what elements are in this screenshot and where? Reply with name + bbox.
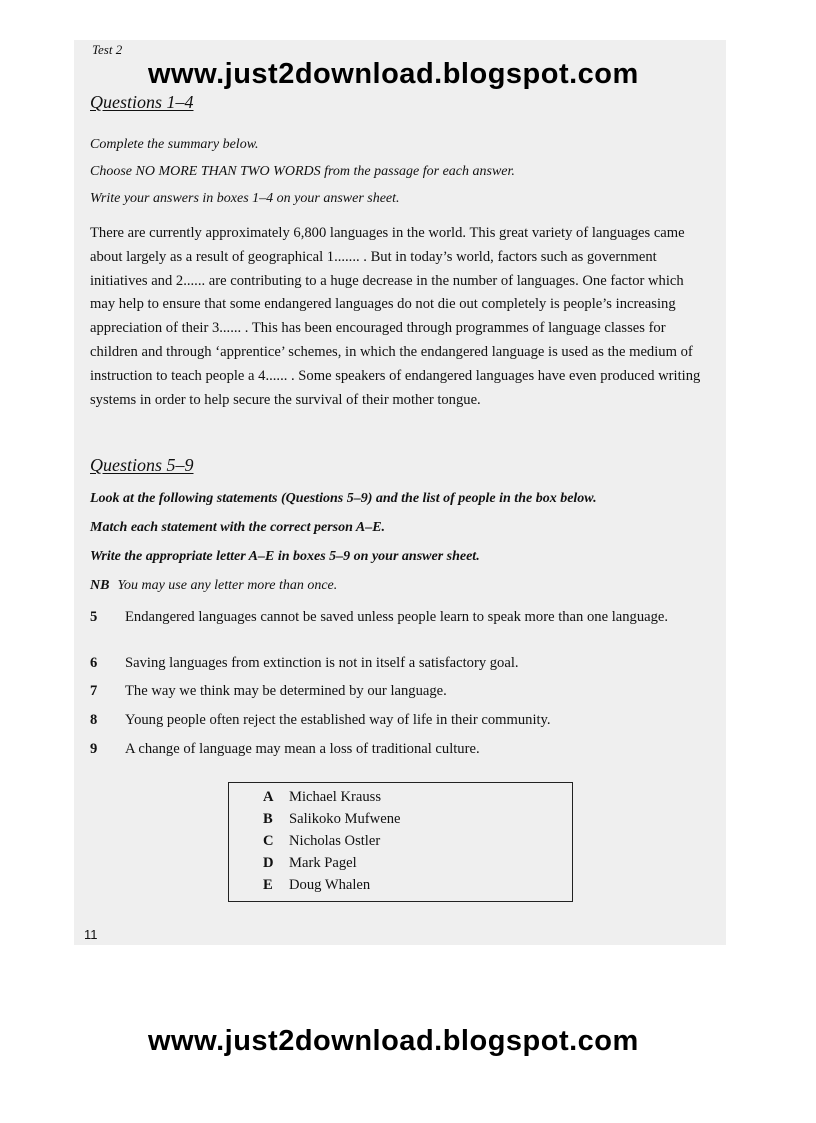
person-name: Mark Pagel <box>289 855 357 871</box>
person-item <box>263 833 380 850</box>
nb-label: NB <box>90 578 110 593</box>
person-name: Nicholas Ostler <box>289 833 381 849</box>
question-number: 8 <box>90 712 98 728</box>
test-label: Test 2 <box>92 42 123 57</box>
person-item <box>263 855 357 872</box>
person-item <box>263 877 370 894</box>
person-name: Salikoko Mufwene <box>289 811 401 827</box>
person-item <box>263 811 400 828</box>
section1-instruction-1: Complete the summary below. <box>90 137 259 152</box>
person-item <box>263 789 381 806</box>
person-letter: C <box>263 833 274 849</box>
section2-instruction-1: Look at the following statements (Questions 5–9) and the list of people in the box below. <box>90 491 597 506</box>
person-letter: D <box>263 855 274 871</box>
page-number: 11 <box>84 927 98 942</box>
question-number: 5 <box>90 609 98 625</box>
person-letter: E <box>263 877 273 893</box>
nb-note <box>90 578 337 594</box>
question-text: Young people often reject the established way of life in their community. <box>125 712 551 728</box>
section2-heading: Questions 5–9 <box>90 455 194 475</box>
question-number: 6 <box>90 655 98 671</box>
section1-instruction-3: Write your answers in boxes 1–4 on your answer sheet. <box>90 191 400 206</box>
question-number: 7 <box>90 683 98 699</box>
watermark-top: www.just2download.blogspot.com <box>148 58 639 90</box>
person-name: Doug Whalen <box>289 877 371 893</box>
section2-instruction-2: Match each statement with the correct person A–E. <box>90 520 386 535</box>
question-text: Endangered languages cannot be saved unless people learn to speak more than one language. <box>125 609 669 625</box>
nb-text: You may use any letter more than once. <box>117 578 338 593</box>
question-text: Saving languages from extinction is not in itself a satisfactory goal. <box>125 655 519 671</box>
person-letter: B <box>263 811 273 827</box>
section1-instruction-2: Choose NO MORE THAN TWO WORDS from the passage for each answer. <box>90 164 515 179</box>
person-name: Michael Krauss <box>289 789 381 805</box>
question-number: 9 <box>90 741 98 757</box>
question-text: A change of language may mean a loss of traditional culture. <box>125 741 480 757</box>
summary-paragraph: There are currently approximately 6,800 languages in the world. This great variety of languages came about largely as a result of geographical 1....... . But in today’s world, factors such as government initiatives and 2...... are contributing to a huge decrease in the number of languages. One factor which may help to ensure that some endangered languages do not die out completely is people’s increasing appreciation of their 3...... . This has been encouraged through programmes of language classes for children and through ‘apprentice’ schemes, in which the endangered language is used as the medium of instruction to teach people a 4...... . Some speakers of endangered languages have even produced writing systems in order to help secure the survival of their mother tongue. <box>90 225 701 408</box>
people-list-box <box>228 782 573 902</box>
person-letter: A <box>263 789 274 805</box>
question-text: The way we think may be determined by our language. <box>125 683 447 699</box>
section1-heading: Questions 1–4 <box>90 92 194 112</box>
section2-instruction-3: Write the appropriate letter A–E in boxes 5–9 on your answer sheet. <box>90 549 480 564</box>
watermark-bottom: www.just2download.blogspot.com <box>148 1025 639 1057</box>
